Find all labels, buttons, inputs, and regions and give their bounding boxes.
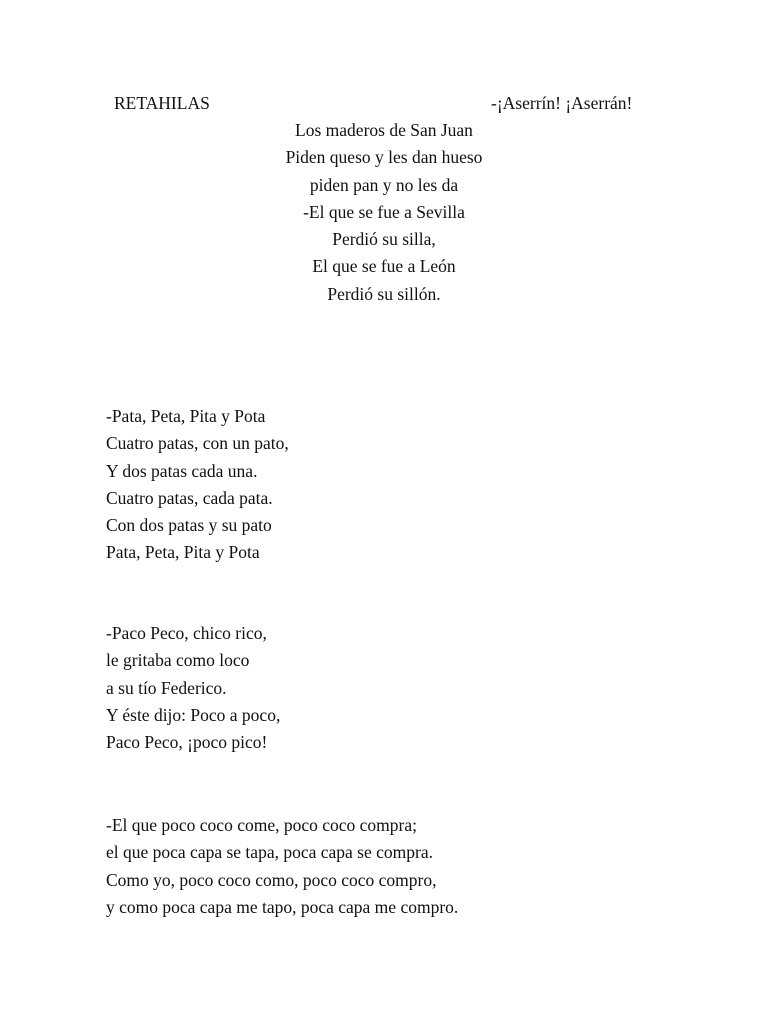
poem-line: -Paco Peco, chico rico, — [106, 623, 267, 643]
document-title: RETAHILAS — [114, 93, 210, 113]
poem-line: Como yo, poco coco como, poco coco compro, — [106, 869, 437, 890]
poem-line: -El que se fue a Sevilla — [303, 201, 465, 222]
poem-line: Y éste dijo: Poco a poco, — [106, 704, 281, 725]
poem-line: El que se fue a León — [312, 256, 456, 277]
poem-line: y como poca capa me tapo, poca capa me compro. — [106, 896, 459, 917]
poem-3-stanza — [106, 622, 280, 758]
poem-line: -Pata, Peta, Pita y Pota — [106, 406, 266, 426]
poem-line: Pata, Peta, Pita y Pota — [106, 542, 260, 563]
poem-2-stanza — [106, 405, 289, 569]
poem-1-stanza — [0, 119, 768, 310]
poem-line: Cuatro patas, cada pata. — [106, 487, 273, 508]
poem-line: Perdió su sillón. — [327, 283, 441, 304]
poem-line: Paco Peco, ¡poco pico! — [106, 732, 268, 753]
poem-line: a su tío Federico. — [106, 677, 227, 698]
poem-line: Piden queso y les dan hueso — [285, 147, 483, 168]
poem-1-opening-line: -¡Aserrín! ¡Aserrán! — [491, 93, 633, 113]
poem-line: Cuatro patas, con un pato, — [106, 433, 289, 454]
poem-line: -El que poco coco come, poco coco compra; — [106, 815, 417, 835]
poem-4-stanza — [106, 814, 458, 923]
poem-line: Y dos patas cada una. — [106, 460, 258, 481]
poem-line: piden pan y no les da — [309, 174, 459, 195]
poem-line: Perdió su silla, — [332, 229, 436, 250]
poem-line: le gritaba como loco — [106, 650, 250, 671]
poem-line: Los maderos de San Juan — [295, 120, 473, 140]
poem-line: Con dos patas y su pato — [106, 515, 272, 536]
poem-line: el que poca capa se tapa, poca capa se compra. — [106, 842, 433, 863]
